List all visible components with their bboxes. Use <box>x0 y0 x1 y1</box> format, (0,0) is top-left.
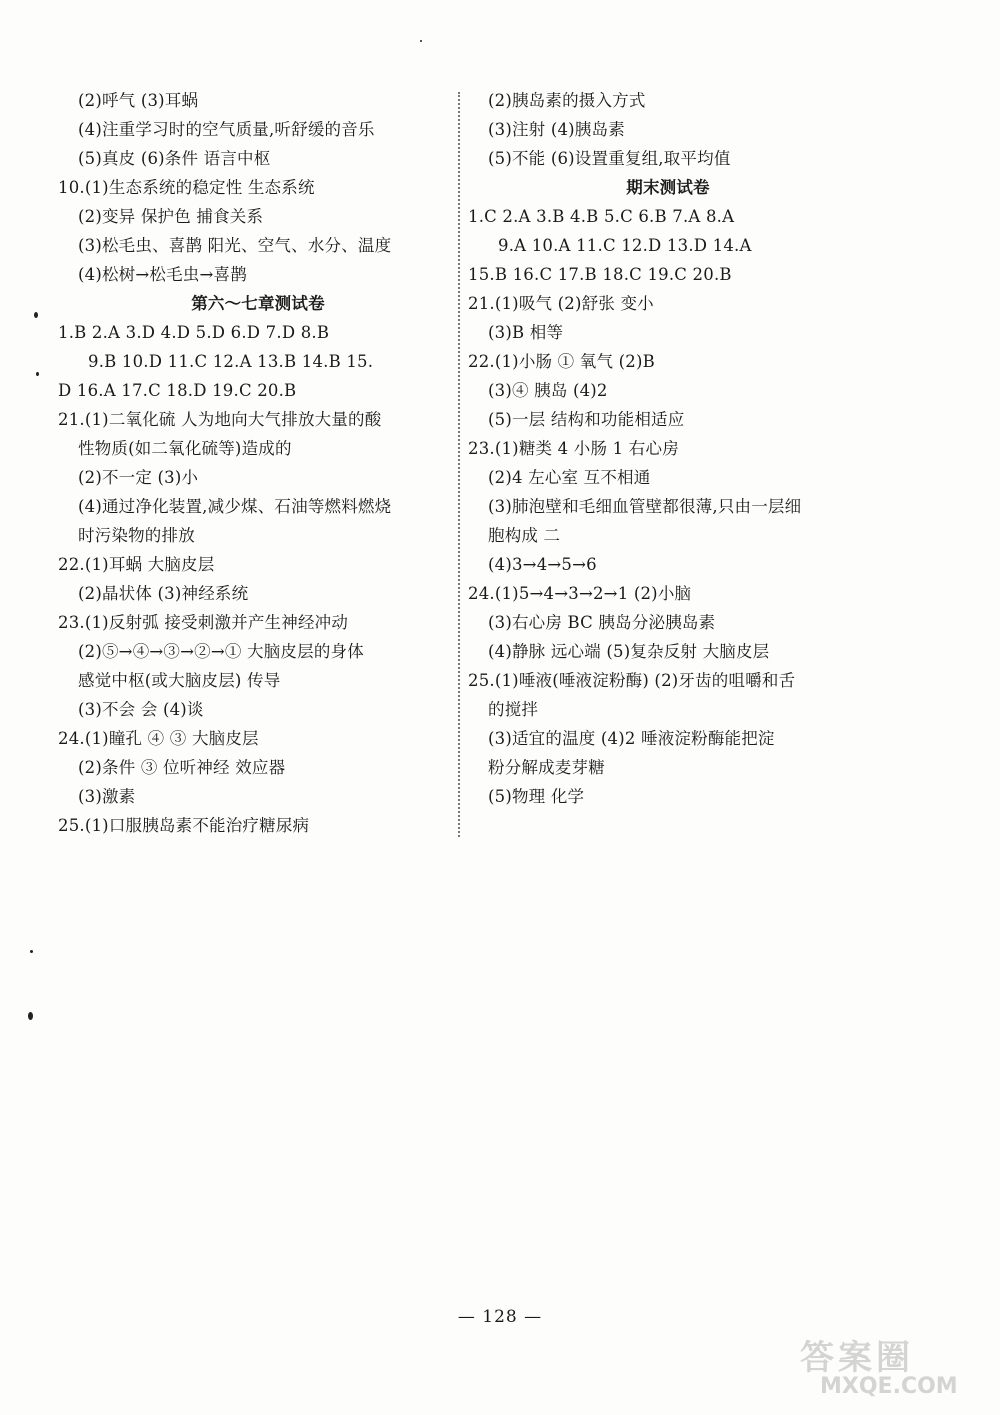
answer-line: (3)肺泡壁和毛细血管壁都很薄,只由一层细 <box>488 497 802 516</box>
answer-line: 21.(1)二氧化硫 人为地向大气排放大量的酸 <box>58 410 382 429</box>
answer-line: (4)松树→松毛虫→喜鹊 <box>78 265 247 284</box>
answer-line: (3)④ 胰岛 (4)2 <box>488 381 608 400</box>
answer-line: (3)注射 (4)胰岛素 <box>488 120 625 139</box>
answer-line: (2)不一定 (3)小 <box>78 468 199 487</box>
answer-line: 10.(1)生态系统的稳定性 生态系统 <box>58 178 315 197</box>
answer-line: (5)不能 (6)设置重复组,取平均值 <box>488 149 731 168</box>
answer-line: 时污染物的排放 <box>78 526 195 545</box>
answer-line: 9.A 10.A 11.C 12.D 13.D 14.A <box>498 236 752 255</box>
watermark-text: 答案圈 <box>800 1338 914 1378</box>
left-answer-column <box>58 86 458 840</box>
answer-line: 22.(1)小肠 ① 氧气 (2)B <box>468 352 655 371</box>
answer-line: 性物质(如二氧化硫等)造成的 <box>78 439 292 458</box>
answer-line: (2)呼气 (3)耳蜗 <box>78 91 199 110</box>
scan-speck <box>34 312 38 318</box>
answer-line: 1.B 2.A 3.D 4.D 5.D 6.D 7.D 8.B <box>58 323 330 342</box>
answer-line: 23.(1)糖类 4 小肠 1 右心房 <box>468 439 679 458</box>
answer-line: (2)4 左心室 互不相通 <box>488 468 651 487</box>
answer-line: 粉分解成麦芽糖 <box>488 758 605 777</box>
answer-line: 21.(1)吸气 (2)舒张 变小 <box>468 294 654 313</box>
answer-line: 15.B 16.C 17.B 18.C 19.C 20.B <box>468 265 732 284</box>
answer-line: (2)条件 ③ 位听神经 效应器 <box>78 758 286 777</box>
answer-line: (2)变异 保护色 捕食关系 <box>78 207 264 226</box>
answer-line: (5)真皮 (6)条件 语言中枢 <box>78 149 271 168</box>
answer-line: (4)3→4→5→6 <box>488 555 597 574</box>
section-heading: 第六～七章测试卷 <box>191 294 325 313</box>
right-answer-column <box>468 86 868 811</box>
column-divider <box>458 92 460 837</box>
answer-line: (3)B 相等 <box>488 323 564 342</box>
scan-speck <box>28 1012 33 1020</box>
scan-speck <box>420 40 422 42</box>
answer-line: D 16.A 17.C 18.D 19.C 20.B <box>58 381 297 400</box>
answer-line: 23.(1)反射弧 接受刺激并产生神经冲动 <box>58 613 349 632</box>
answer-line: 1.C 2.A 3.B 4.B 5.C 6.B 7.A 8.A <box>468 207 735 226</box>
answer-line: (4)静脉 远心端 (5)复杂反射 大脑皮层 <box>488 642 770 661</box>
answer-line: (5)物理 化学 <box>488 787 585 806</box>
answer-line: (3)适宜的温度 (4)2 唾液淀粉酶能把淀 <box>488 729 775 748</box>
answer-line: (3)松毛虫、喜鹊 阳光、空气、水分、温度 <box>78 236 392 255</box>
watermark-logo <box>800 1330 990 1410</box>
answer-line: (3)右心房 BC 胰岛分泌胰岛素 <box>488 613 716 632</box>
page-number: — 128 — <box>457 1307 543 1327</box>
answer-line: (3)不会 会 (4)谈 <box>78 700 204 719</box>
answer-line: 22.(1)耳蜗 大脑皮层 <box>58 555 215 574</box>
scan-speck <box>36 372 39 376</box>
answer-line: 的搅拌 <box>488 700 539 719</box>
answer-line: 感觉中枢(或大脑皮层) 传导 <box>78 671 281 690</box>
answer-line: 24.(1)瞳孔 ④ ③ 大脑皮层 <box>58 729 259 748</box>
answer-line: (3)激素 <box>78 787 136 806</box>
answer-line: 24.(1)5→4→3→2→1 (2)小脑 <box>468 584 692 603</box>
answer-line: (4)通过净化装置,减少煤、石油等燃料燃烧 <box>78 497 392 516</box>
answer-line: (5)一层 结构和功能相适应 <box>488 410 685 429</box>
answer-line: 25.(1)口服胰岛素不能治疗糖尿病 <box>58 816 310 835</box>
answer-line: (2)⑤→④→③→②→① 大脑皮层的身体 <box>78 642 364 661</box>
scan-speck <box>30 950 33 953</box>
answer-line: 9.B 10.D 11.C 12.A 13.B 14.B 15. <box>88 352 374 371</box>
answer-line: (4)注重学习时的空气质量,听舒缓的音乐 <box>78 120 375 139</box>
answer-line: (2)晶状体 (3)神经系统 <box>78 584 249 603</box>
watermark-url: MXQE.COM <box>820 1374 958 1399</box>
answer-line: 25.(1)唾液(唾液淀粉酶) (2)牙齿的咀嚼和舌 <box>468 671 796 690</box>
answer-line: 胞构成 二 <box>488 526 561 545</box>
answer-line: (2)胰岛素的摄入方式 <box>488 91 646 110</box>
section-heading: 期末测试卷 <box>626 178 710 197</box>
